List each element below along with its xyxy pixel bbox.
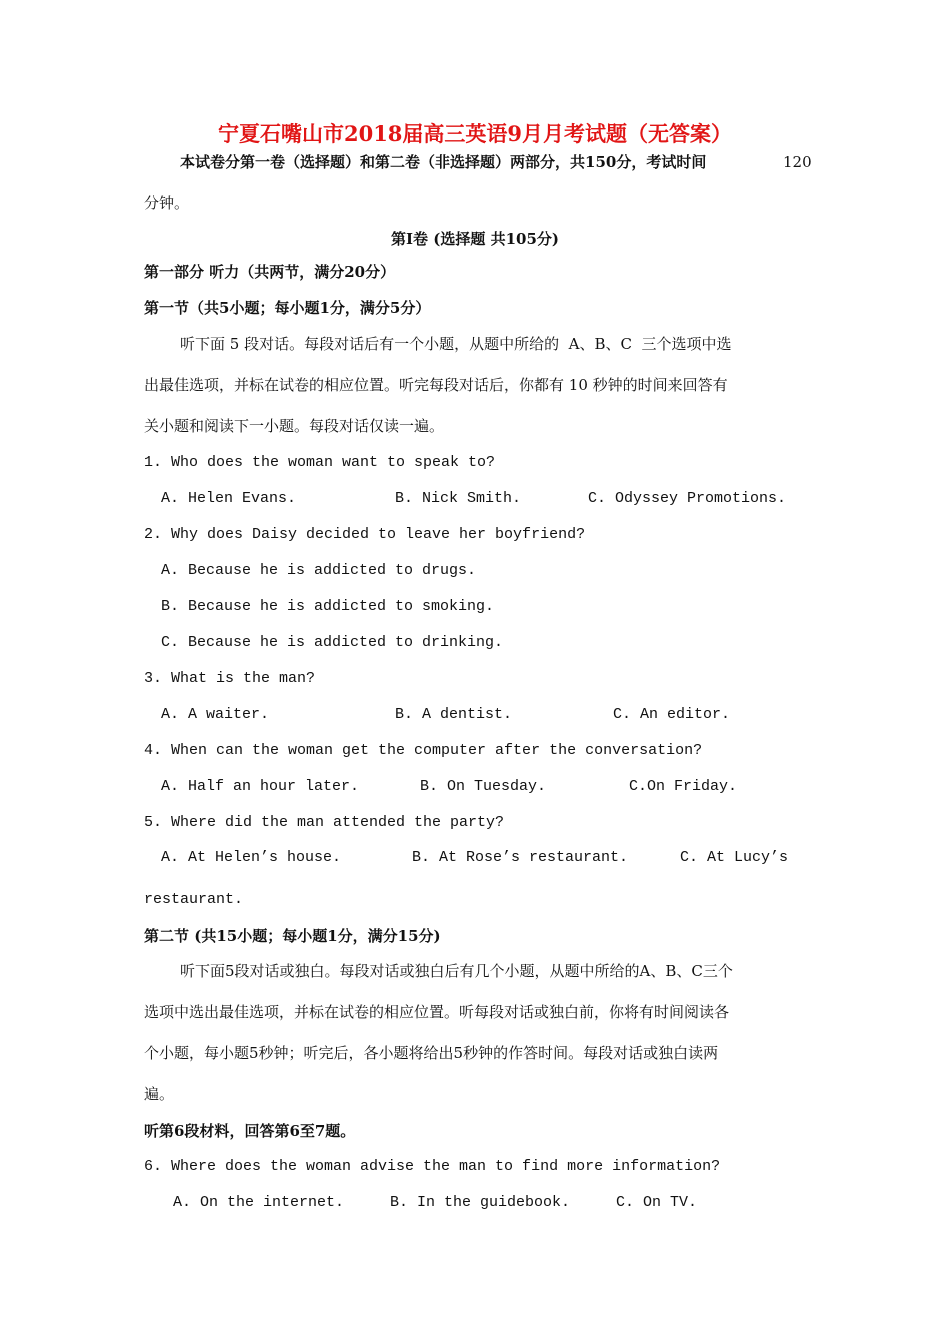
page-title: 宁夏石嘴山市2018届高三英语9月月考试题（无答案） — [217, 121, 733, 146]
question-option: B. In the guidebook. — [390, 1194, 571, 1211]
question-option: C.On Friday. — [629, 778, 738, 795]
question-option: C. On TV. — [616, 1194, 698, 1211]
question-option: C. An editor. — [613, 706, 731, 723]
question-stem: 5. Where did the man attended the party? — [144, 814, 505, 831]
section1-heading: 第一节（共5小题；每小题1分，满分5分） — [144, 299, 431, 317]
section2-heading: 第二节 (共15小题；每小题1分，满分15分) — [144, 927, 441, 945]
intro-line1: 本试卷分第一卷（选择题）和第二卷（非选择题）两部分，共150分，考试时间 — [180, 153, 707, 171]
section2-directions-line: 听下面5段对话或独白。每段对话或独白后有几个小题，从题中所给的A、B、C三个 — [180, 962, 733, 980]
intro-line2: 分钟。 — [144, 194, 190, 212]
question-stem: 4. When can the woman get the computer after the conversation? — [144, 742, 703, 759]
question-stem: 1. Who does the woman want to speak to? — [144, 454, 496, 471]
section1-directions-line: 出最佳选项，并标在试卷的相应位置。听完每段对话后，你都有 10 秒钟的时间来回答有 — [144, 376, 728, 394]
question-stem: 3. What is the man? — [144, 670, 316, 687]
section1-directions-line: 听下面 5 段对话。每段对话后有一个小题，从题中所给的 A、B、C 三个选项中选 — [180, 335, 732, 353]
question-option-continuation: restaurant. — [144, 891, 244, 908]
section2-directions-line: 遍。 — [144, 1085, 175, 1103]
question-option: A. Helen Evans. — [161, 490, 297, 507]
question-option: A. Half an hour later. — [161, 778, 360, 795]
section1-directions-line: 关小题和阅读下一小题。每段对话仅读一遍。 — [144, 417, 445, 435]
question-stem: 6. Where does the woman advise the man to find more information? — [144, 1158, 721, 1175]
question-option: A. A waiter. — [161, 706, 270, 723]
question-option: B. Nick Smith. — [395, 490, 522, 507]
volume1-heading: 第Ⅰ卷 (选择题 共105分) — [391, 230, 559, 248]
question-stem: 2. Why does Daisy decided to leave her boyfriend? — [144, 526, 586, 543]
section2-directions-line: 选项中选出最佳选项，并标在试卷的相应位置。听每段对话或独白前，你将有时间阅读各 — [144, 1003, 730, 1021]
question-option: B. At Rose’s restaurant. — [412, 849, 629, 866]
question-option: C. At Lucy’s — [680, 849, 789, 866]
section2-directions-line: 个小题，每小题5秒钟；听完后，各小题将给出5秒钟的作答时间。每段对话或独白读两 — [144, 1044, 719, 1062]
question-option: B. Because he is addicted to smoking. — [161, 598, 495, 615]
question-option: A. On the internet. — [173, 1194, 345, 1211]
question-option: C. Odyssey Promotions. — [588, 490, 787, 507]
question-option: C. Because he is addicted to drinking. — [161, 634, 504, 651]
question-option: A. At Helen’s house. — [161, 849, 342, 866]
question-option: A. Because he is addicted to drugs. — [161, 562, 477, 579]
material-heading: 听第6段材料，回答第6至7题。 — [144, 1122, 356, 1140]
part1-heading: 第一部分 听力（共两节，满分20分） — [144, 263, 396, 281]
question-option: B. On Tuesday. — [420, 778, 547, 795]
question-option: B. A dentist. — [395, 706, 513, 723]
intro-line1-number: 120 — [783, 153, 812, 171]
